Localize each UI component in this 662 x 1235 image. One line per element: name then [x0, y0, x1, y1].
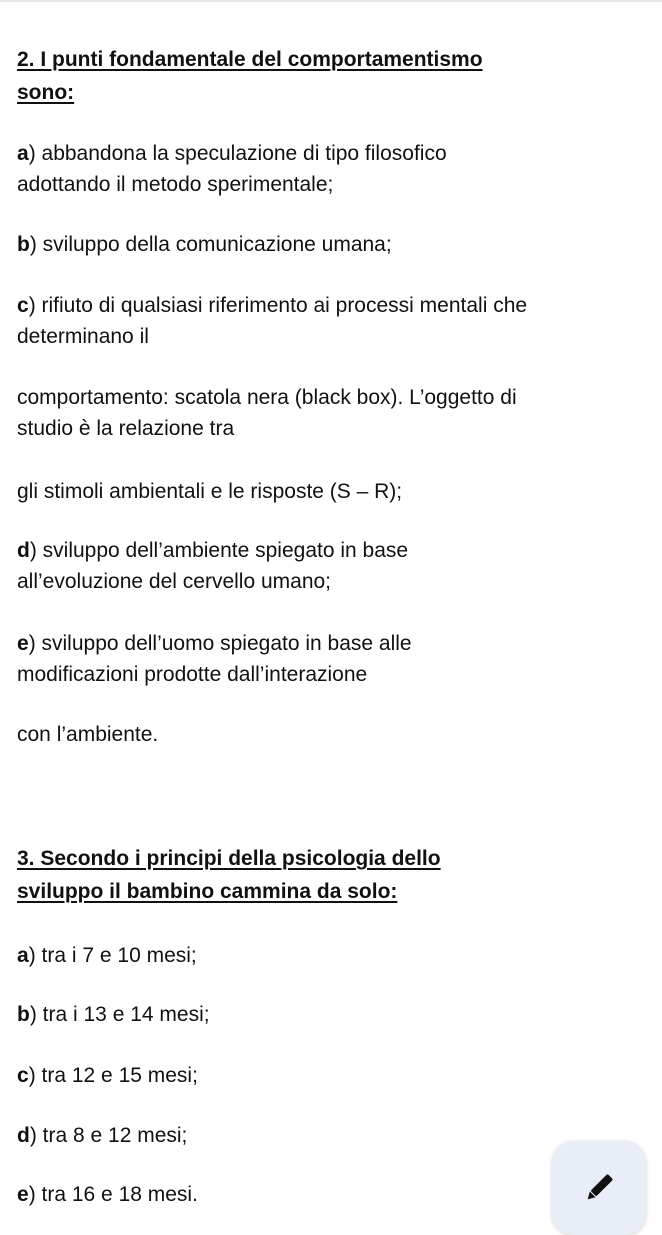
top-divider	[0, 0, 662, 2]
pencil-icon	[581, 1170, 617, 1206]
option-letter: d	[17, 539, 30, 562]
option-text: ) abbandona la speculazione di tipo filosofico	[28, 142, 447, 165]
question-2-option-c-continued	[17, 382, 642, 444]
option-letter: e	[17, 632, 29, 655]
question-2-option-e	[17, 628, 642, 690]
option-text: ) rifiuto di qualsiasi riferimento ai processi mentali che	[28, 294, 528, 317]
option-letter: e	[17, 1183, 29, 1206]
option-text: ) tra 12 e 15 mesi;	[28, 1064, 198, 1087]
question-3-option-e	[17, 1179, 642, 1210]
question-3-option-a	[17, 940, 642, 971]
option-text: con l’ambiente.	[17, 723, 159, 746]
option-text: ) sviluppo della comunicazione umana;	[29, 233, 392, 256]
option-text: ) tra i 7 e 10 mesi;	[28, 944, 197, 967]
option-text: determinano il	[17, 325, 149, 348]
question-2-title-line1: 2. I punti fondamentale del comportamentismo	[17, 48, 483, 71]
option-letter: a	[17, 944, 29, 967]
question-2-option-b	[17, 229, 642, 260]
edit-button[interactable]	[552, 1141, 646, 1235]
option-letter: c	[17, 1064, 29, 1087]
question-2-option-c	[17, 290, 642, 352]
option-text: ) sviluppo dell’ambiente spiegato in base	[29, 539, 409, 562]
question-3-option-b	[17, 999, 642, 1030]
question-2-option-a	[17, 138, 642, 200]
option-letter: d	[17, 1124, 30, 1147]
option-text: ) tra i 13 e 14 mesi;	[29, 1003, 210, 1026]
option-text: modificazioni prodotte dall’interazione	[17, 663, 368, 686]
question-3-option-d	[17, 1120, 642, 1151]
option-text: ) tra 16 e 18 mesi.	[28, 1183, 198, 1206]
question-2-option-d	[17, 535, 642, 597]
option-text: all’evoluzione del cervello umano;	[17, 570, 332, 593]
question-3-title	[17, 842, 617, 908]
option-letter: b	[17, 233, 30, 256]
option-text: ) tra 8 e 12 mesi;	[29, 1124, 188, 1147]
question-3-option-c	[17, 1060, 642, 1091]
question-2-option-c-end	[17, 476, 642, 507]
question-2-title-line2: sono:	[17, 81, 75, 104]
option-text: gli stimoli ambientali e le risposte (S – R);	[17, 480, 403, 503]
option-text: adottando il metodo sperimentale;	[17, 173, 334, 196]
question-3-title-line1: 3. Secondo i principi della psicologia dello	[17, 847, 441, 870]
question-3-title-line2: sviluppo il bambino cammina da solo:	[17, 880, 398, 903]
option-letter: b	[17, 1003, 30, 1026]
question-2-title	[17, 43, 617, 109]
question-2-option-e-end	[17, 719, 642, 750]
option-letter: a	[17, 142, 29, 165]
option-text: ) sviluppo dell’uomo spiegato in base alle	[28, 632, 412, 655]
option-text: studio è la relazione tra	[17, 417, 235, 440]
option-letter: c	[17, 294, 29, 317]
option-text: comportamento: scatola nera (black box). L’oggetto di	[17, 386, 517, 409]
